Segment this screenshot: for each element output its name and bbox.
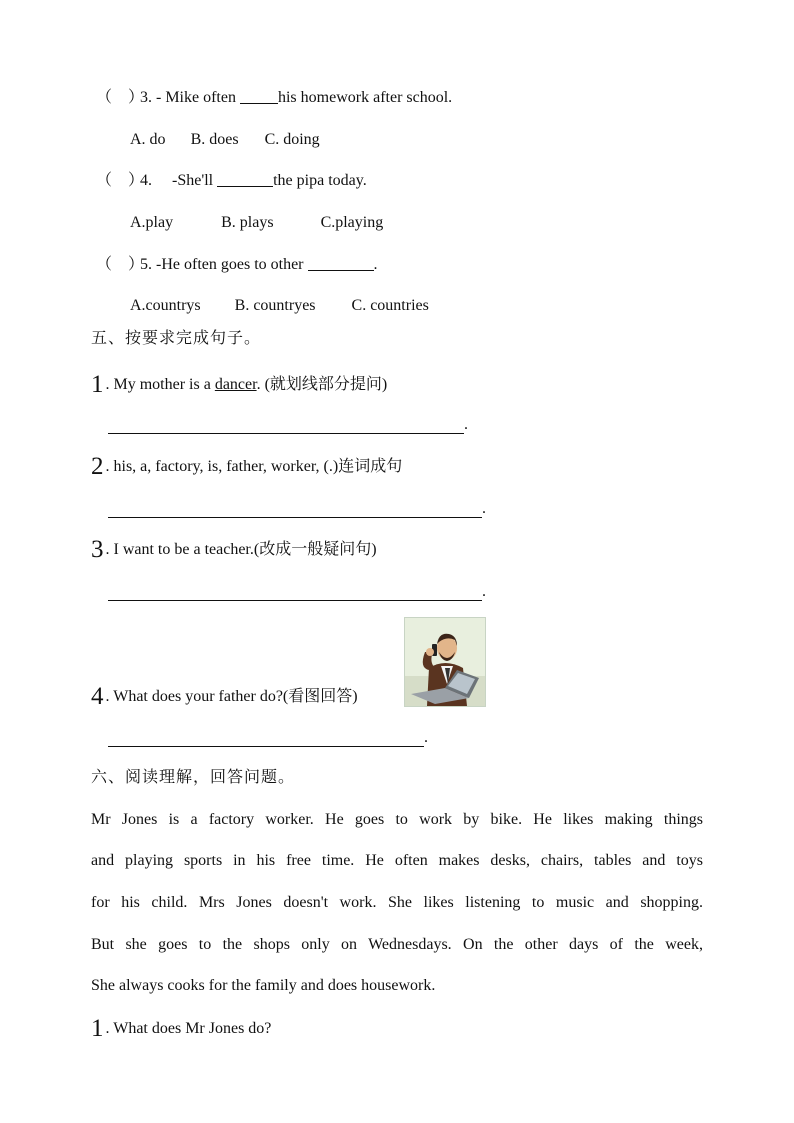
item-text: . My mother is a [105,376,215,393]
question-stem: 5. -He often goes to other [140,256,308,273]
option-b: B. countryes [234,297,316,314]
man-on-phone-icon [405,618,485,706]
item-number: 1 [91,1015,104,1042]
question-stem-end: . [373,256,378,273]
answer-line-4[interactable] [108,745,424,747]
answer-paren: （ ） [96,89,145,106]
option-c: C. countries [351,297,429,314]
answer-line-3[interactable] [108,599,482,601]
question-4 [96,171,367,191]
answer-period: . [482,500,486,517]
answer-paren: （ ） [96,256,145,273]
question-5 [96,255,378,275]
item-number: 2 [91,453,104,480]
answer-paren: （ ） [96,172,145,189]
question-stem-end: his homework after school. [277,89,453,106]
item-number: 1 [91,371,104,398]
option-c: C.playing [320,214,384,231]
option-b: B. plays [221,214,274,231]
question-stem: 4. -She'll [140,172,218,189]
passage-line-2: and playing sports in his free time. He often makes desks, chairs, tables and toys [91,852,703,869]
answer-blank [240,89,278,104]
reading-question-1 [91,1015,272,1042]
underlined-word: dancer [214,376,257,393]
passage-line-5: She always cooks for the family and does housework. [91,977,436,994]
question-stem-end: the pipa today. [273,172,367,189]
option-a: A. do [130,131,166,148]
item-number: 4 [91,683,104,710]
option-b: B. does [190,131,239,148]
rewrite-item-1 [91,371,388,398]
answer-line-1[interactable] [108,432,464,434]
question-4-options [130,213,383,233]
item-text: . I want to be a teacher.(改成一般疑问句) [105,541,377,558]
answer-blank [308,256,374,271]
rewrite-item-4 [91,683,358,710]
answer-line-2[interactable] [108,516,482,518]
rewrite-item-2 [91,453,403,480]
option-a: A.play [130,214,174,231]
father-photo [404,617,486,707]
passage-line-3: for his child. Mrs Jones doesn't work. She likes listening to music and shopping. [91,894,703,911]
question-3 [96,88,452,108]
question-text: . What does Mr Jones do? [105,1020,272,1037]
item-text: . What does your father do?(看图回答) [105,688,358,705]
section-6-heading: 六、阅读理解，回答问题。 [91,767,296,786]
question-3-options [130,130,320,150]
item-instruction: . (就划线部分提问) [256,376,388,393]
option-c: C. doing [264,131,320,148]
item-number: 3 [91,536,104,563]
section-5-heading: 五、按要求完成句子。 [91,328,262,347]
option-a: A.countrys [130,297,201,314]
passage-line-1: Mr Jones is a factory worker. He goes to work by bike. He likes making things [91,811,703,828]
question-stem: 3. - Mike often [140,89,240,106]
item-text: . his, a, factory, is, father, worker, (.)连词成句 [105,458,403,475]
answer-period: . [424,729,428,746]
answer-blank [217,172,273,187]
passage-line-4: But she goes to the shops only on Wednesdays. On the other days of the week, [91,936,703,953]
answer-period: . [464,416,468,433]
rewrite-item-3 [91,536,377,563]
question-5-options [130,296,429,316]
answer-period: . [482,583,486,600]
